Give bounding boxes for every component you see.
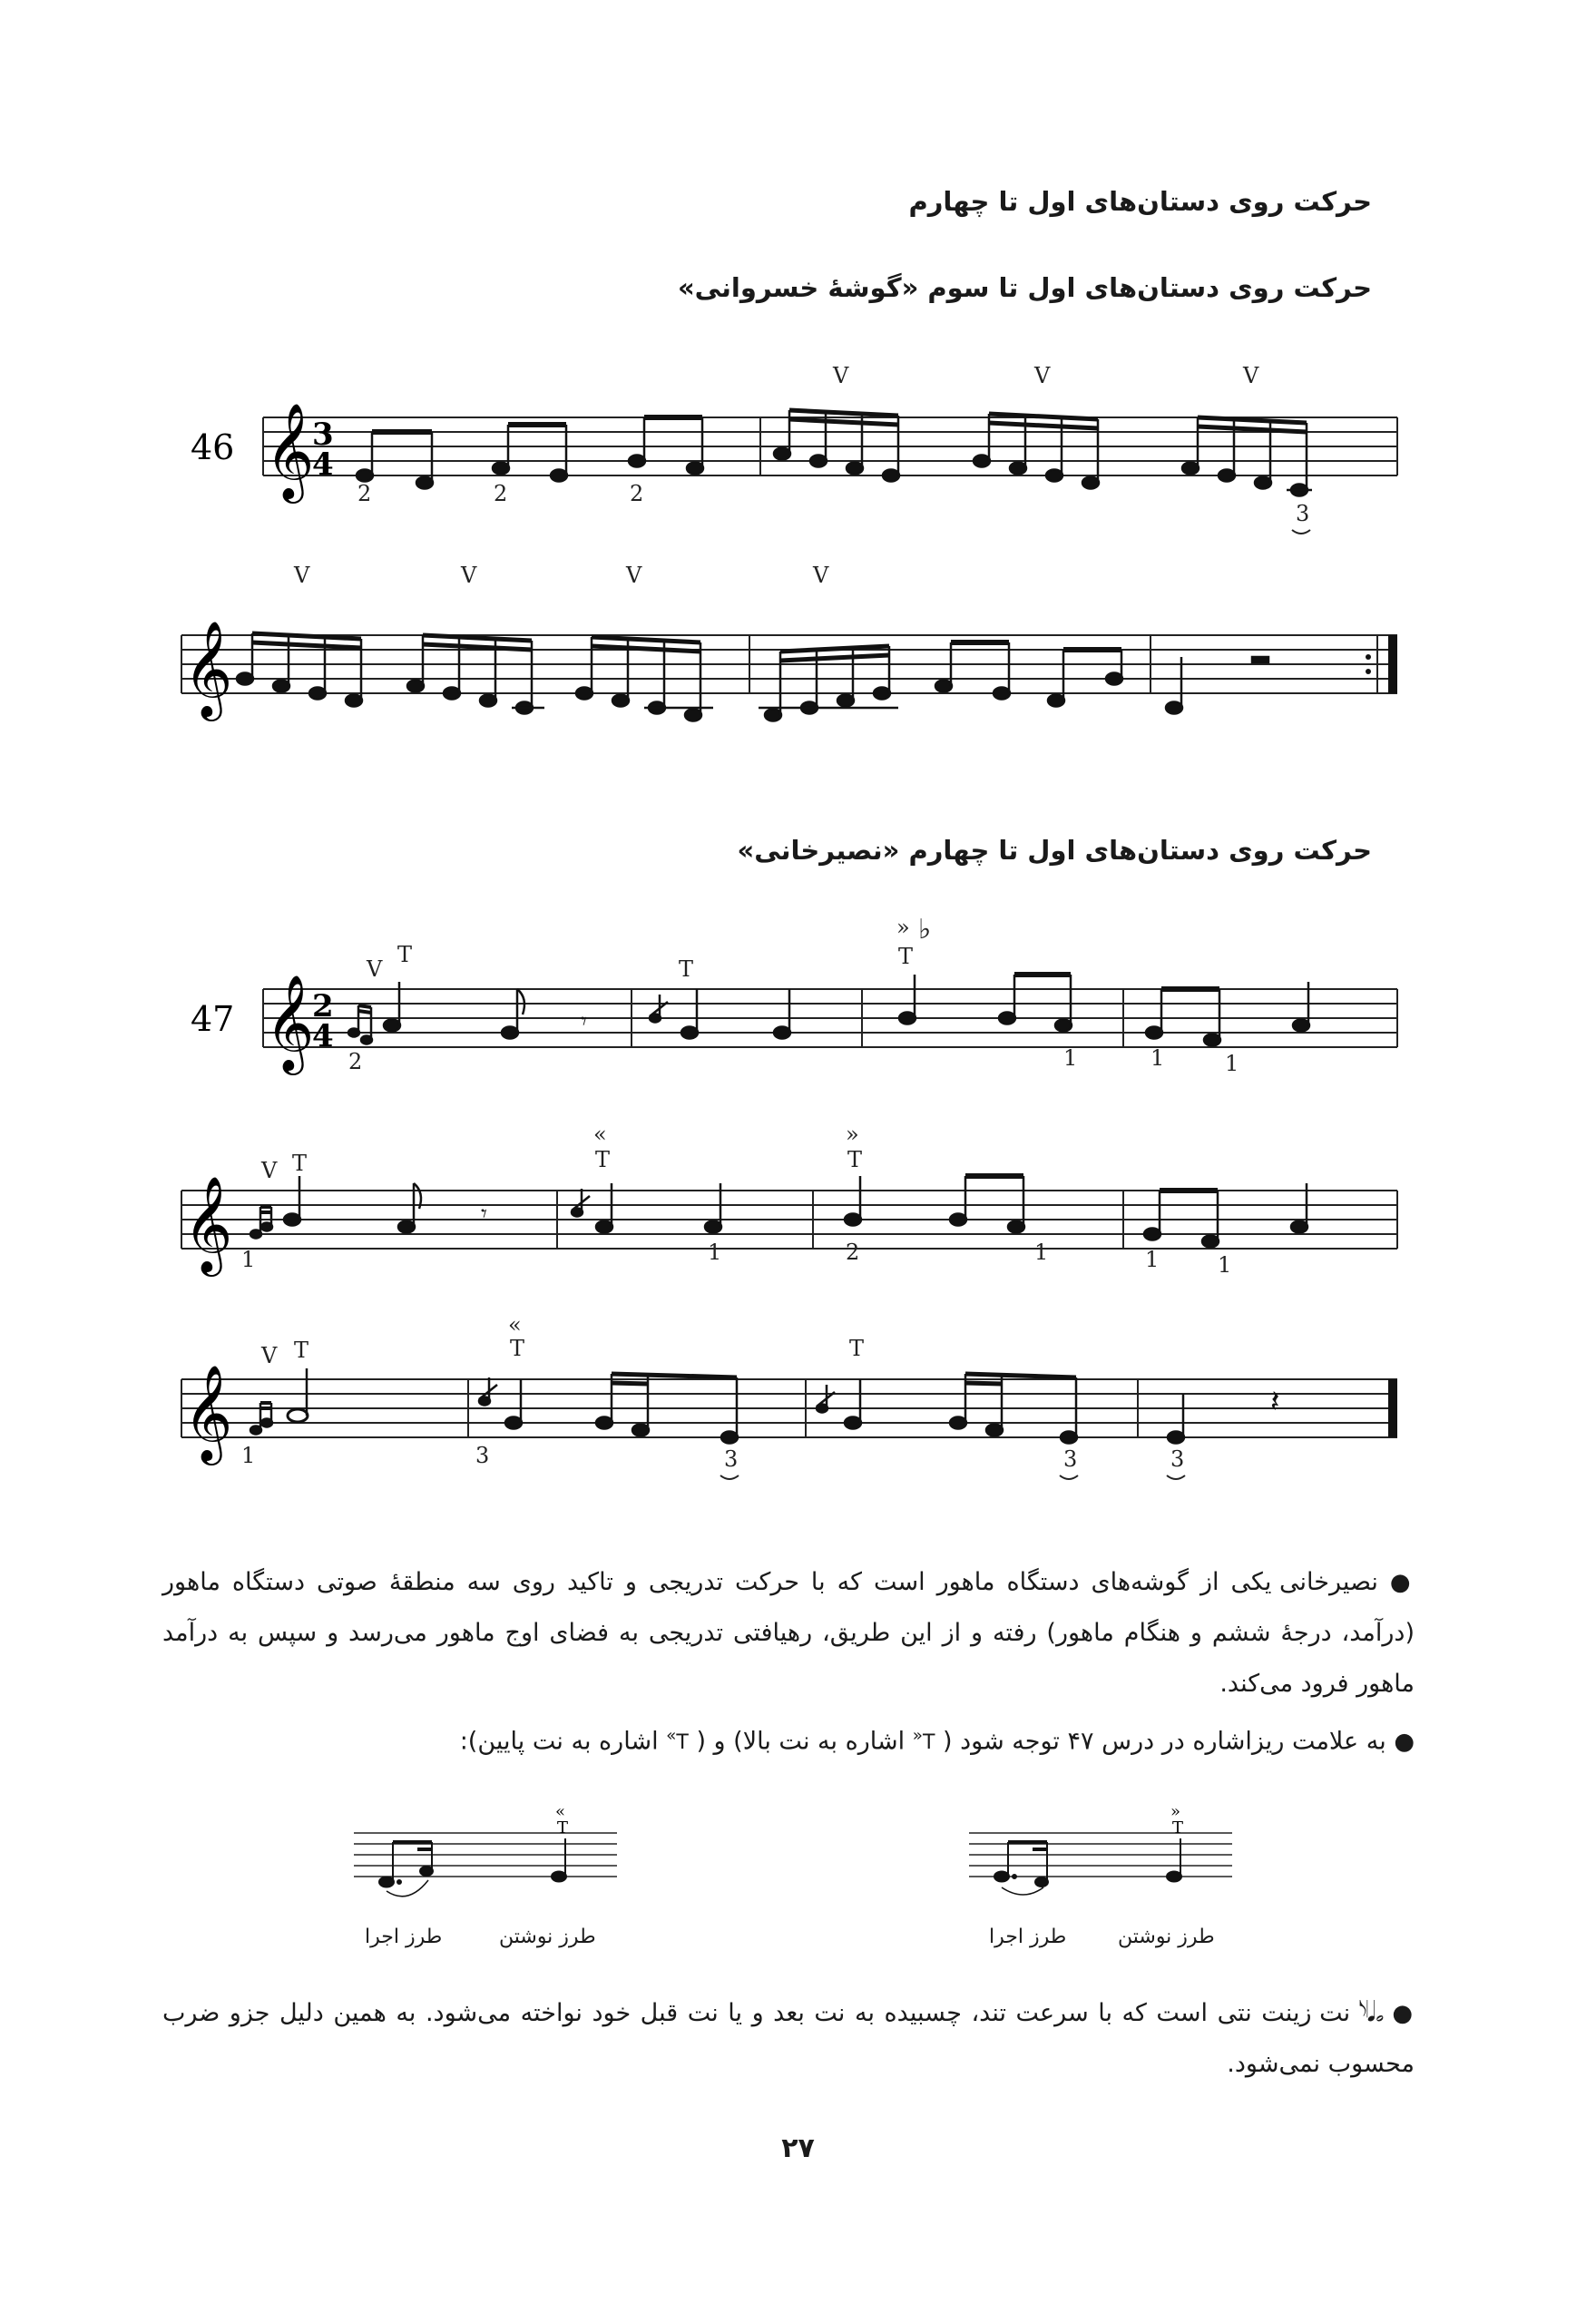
fingering-number: 2 — [348, 1049, 363, 1074]
t-mark: T — [294, 1338, 309, 1363]
bow-mark: V — [1243, 363, 1259, 388]
fingering-number: 1 — [241, 1247, 256, 1272]
exercise-47-notation — [0, 907, 1596, 1506]
exercise-46-notation — [0, 345, 1596, 771]
ornament-mark: » — [896, 915, 910, 940]
fingering-number: 2 — [357, 481, 372, 506]
bow-mark: V — [626, 563, 642, 588]
t-mark: T — [1172, 1818, 1184, 1838]
treble-clef: 𝄞 — [265, 974, 315, 1071]
fingering-number: 3 — [1063, 1446, 1078, 1472]
fingering-number: 1 — [708, 1240, 722, 1265]
treble-clef: 𝄞 — [183, 620, 233, 717]
fingering-number: 2 — [494, 481, 508, 506]
t-mark: T — [898, 944, 914, 969]
treble-clef: 𝄞 — [183, 1364, 233, 1461]
ornament-example-right — [960, 1806, 1250, 1915]
ornament-mark: « — [555, 1806, 566, 1821]
bow-mark: V — [813, 563, 829, 588]
t-mark: T — [510, 1336, 525, 1361]
bullet: ● — [1394, 1728, 1415, 1756]
exercise-number: 47 — [191, 999, 235, 1039]
t-mark: T — [849, 1336, 865, 1361]
bow-mark: V — [367, 956, 383, 982]
bow-mark: V — [833, 363, 849, 388]
section-heading-1: حرکت روی دستان‌های اول تا چهارم — [908, 186, 1372, 217]
t-mark: T — [679, 956, 694, 982]
bow-mark: V — [261, 1343, 278, 1368]
fingering-number: 3 — [724, 1446, 739, 1472]
treble-clef: 𝄞 — [265, 402, 315, 499]
caption-writing: طرز نوشتن — [1118, 1926, 1215, 1948]
paragraph-nasirkhani — [162, 1557, 1415, 1710]
fingering-number: 3 — [1170, 1446, 1185, 1472]
flat-sign: ♭ — [918, 914, 932, 946]
fingering-number: 1 — [1145, 1247, 1160, 1272]
svg-text:𝄾: 𝄾 — [481, 1201, 487, 1228]
section-heading-3: حرکت روی دستان‌های اول تا چهارم «نصیرخانی» — [737, 835, 1372, 866]
time-signature-top: 3 — [312, 417, 334, 453]
paragraph-text: به علامت ریزاشاره در درس ۴۷ توجه شود ( — [943, 1727, 1386, 1756]
ornament-mark: « — [593, 1122, 607, 1147]
caption-performance: طرز اجرا — [989, 1926, 1067, 1948]
page-number: ۲۷ — [781, 2132, 815, 2164]
bow-mark: V — [294, 563, 310, 588]
section-heading-2: حرکت روی دستان‌های اول تا سوم «گوشهٔ خسروانی» — [677, 272, 1372, 303]
t-mark: T — [292, 1151, 308, 1176]
fingering-number: 1 — [1063, 1045, 1078, 1071]
time-signature-bottom: 4 — [312, 446, 334, 483]
bow-mark: V — [1034, 363, 1051, 388]
ornament-symbol: T« — [912, 1727, 935, 1755]
fingering-number: 2 — [630, 481, 644, 506]
bullet: ● — [1392, 2000, 1415, 2027]
fingering-number: 1 — [1225, 1051, 1239, 1076]
bullet: ● — [1389, 1569, 1415, 1596]
paragraph-text: اشاره به نت پایین): — [459, 1727, 659, 1756]
ornament-symbol: T» — [666, 1727, 689, 1755]
time-signature-top: 2 — [312, 988, 334, 1024]
svg-text:𝄽: 𝄽 — [1270, 1384, 1280, 1420]
ornament-mark: » — [846, 1122, 859, 1147]
fingering-number: 1 — [1150, 1045, 1165, 1071]
ornament-example-left — [345, 1806, 635, 1915]
svg-text:𝄾: 𝄾 — [581, 1008, 587, 1035]
paragraph-ornament-mark — [162, 1711, 1415, 1769]
t-mark: T — [847, 1147, 863, 1172]
bow-mark: V — [461, 563, 477, 588]
t-mark: T — [557, 1818, 569, 1838]
paragraph-text: اشاره به نت بالا) و ( — [696, 1727, 906, 1756]
fingering-number: 2 — [846, 1240, 860, 1265]
fingering-number: 1 — [241, 1443, 256, 1468]
t-mark: T — [397, 942, 413, 967]
fingering-number: 3 — [1296, 501, 1310, 526]
t-mark: T — [595, 1147, 611, 1172]
paragraph-text: نت زینت نتی است که با سرعت تند، چسبیده به نت بعد و یا نت قبل خود نواخته می‌شود. به همین دلیل جزو ضرب محسوب نمی‌شود. — [162, 1999, 1415, 2078]
exercise-number: 46 — [191, 427, 235, 467]
fingering-number: 1 — [1034, 1240, 1049, 1265]
bow-mark: V — [261, 1158, 278, 1183]
time-signature-bottom: 4 — [312, 1018, 334, 1054]
caption-writing: طرز نوشتن — [499, 1926, 596, 1948]
fingering-number: 3 — [475, 1443, 490, 1468]
fingering-number: 1 — [1218, 1252, 1232, 1278]
ornament-mark: « — [508, 1312, 522, 1338]
paragraph-text: نصیرخانی یکی از گوشه‌های دستگاه ماهور است که با حرکت تدریجی و تاکید روی سه منطقهٔ صوتی دستگاه ماهور (درآمد، درجهٔ ششم و هنگام ماهور) رفته و از این طریق، رهیافتی تدریجی به فضای اوج ماهور می‌رسد و سپس به درآمد ماهور فرود می‌کند. — [162, 1568, 1415, 1698]
paragraph-grace-note — [162, 1987, 1415, 2090]
grace-note-icon: 𝅘𝅥𝅮𝅗𝅥 — [1359, 1996, 1383, 2028]
ornament-mark: » — [1170, 1806, 1181, 1821]
caption-performance: طرز اجرا — [365, 1926, 443, 1948]
treble-clef: 𝄞 — [183, 1175, 233, 1272]
